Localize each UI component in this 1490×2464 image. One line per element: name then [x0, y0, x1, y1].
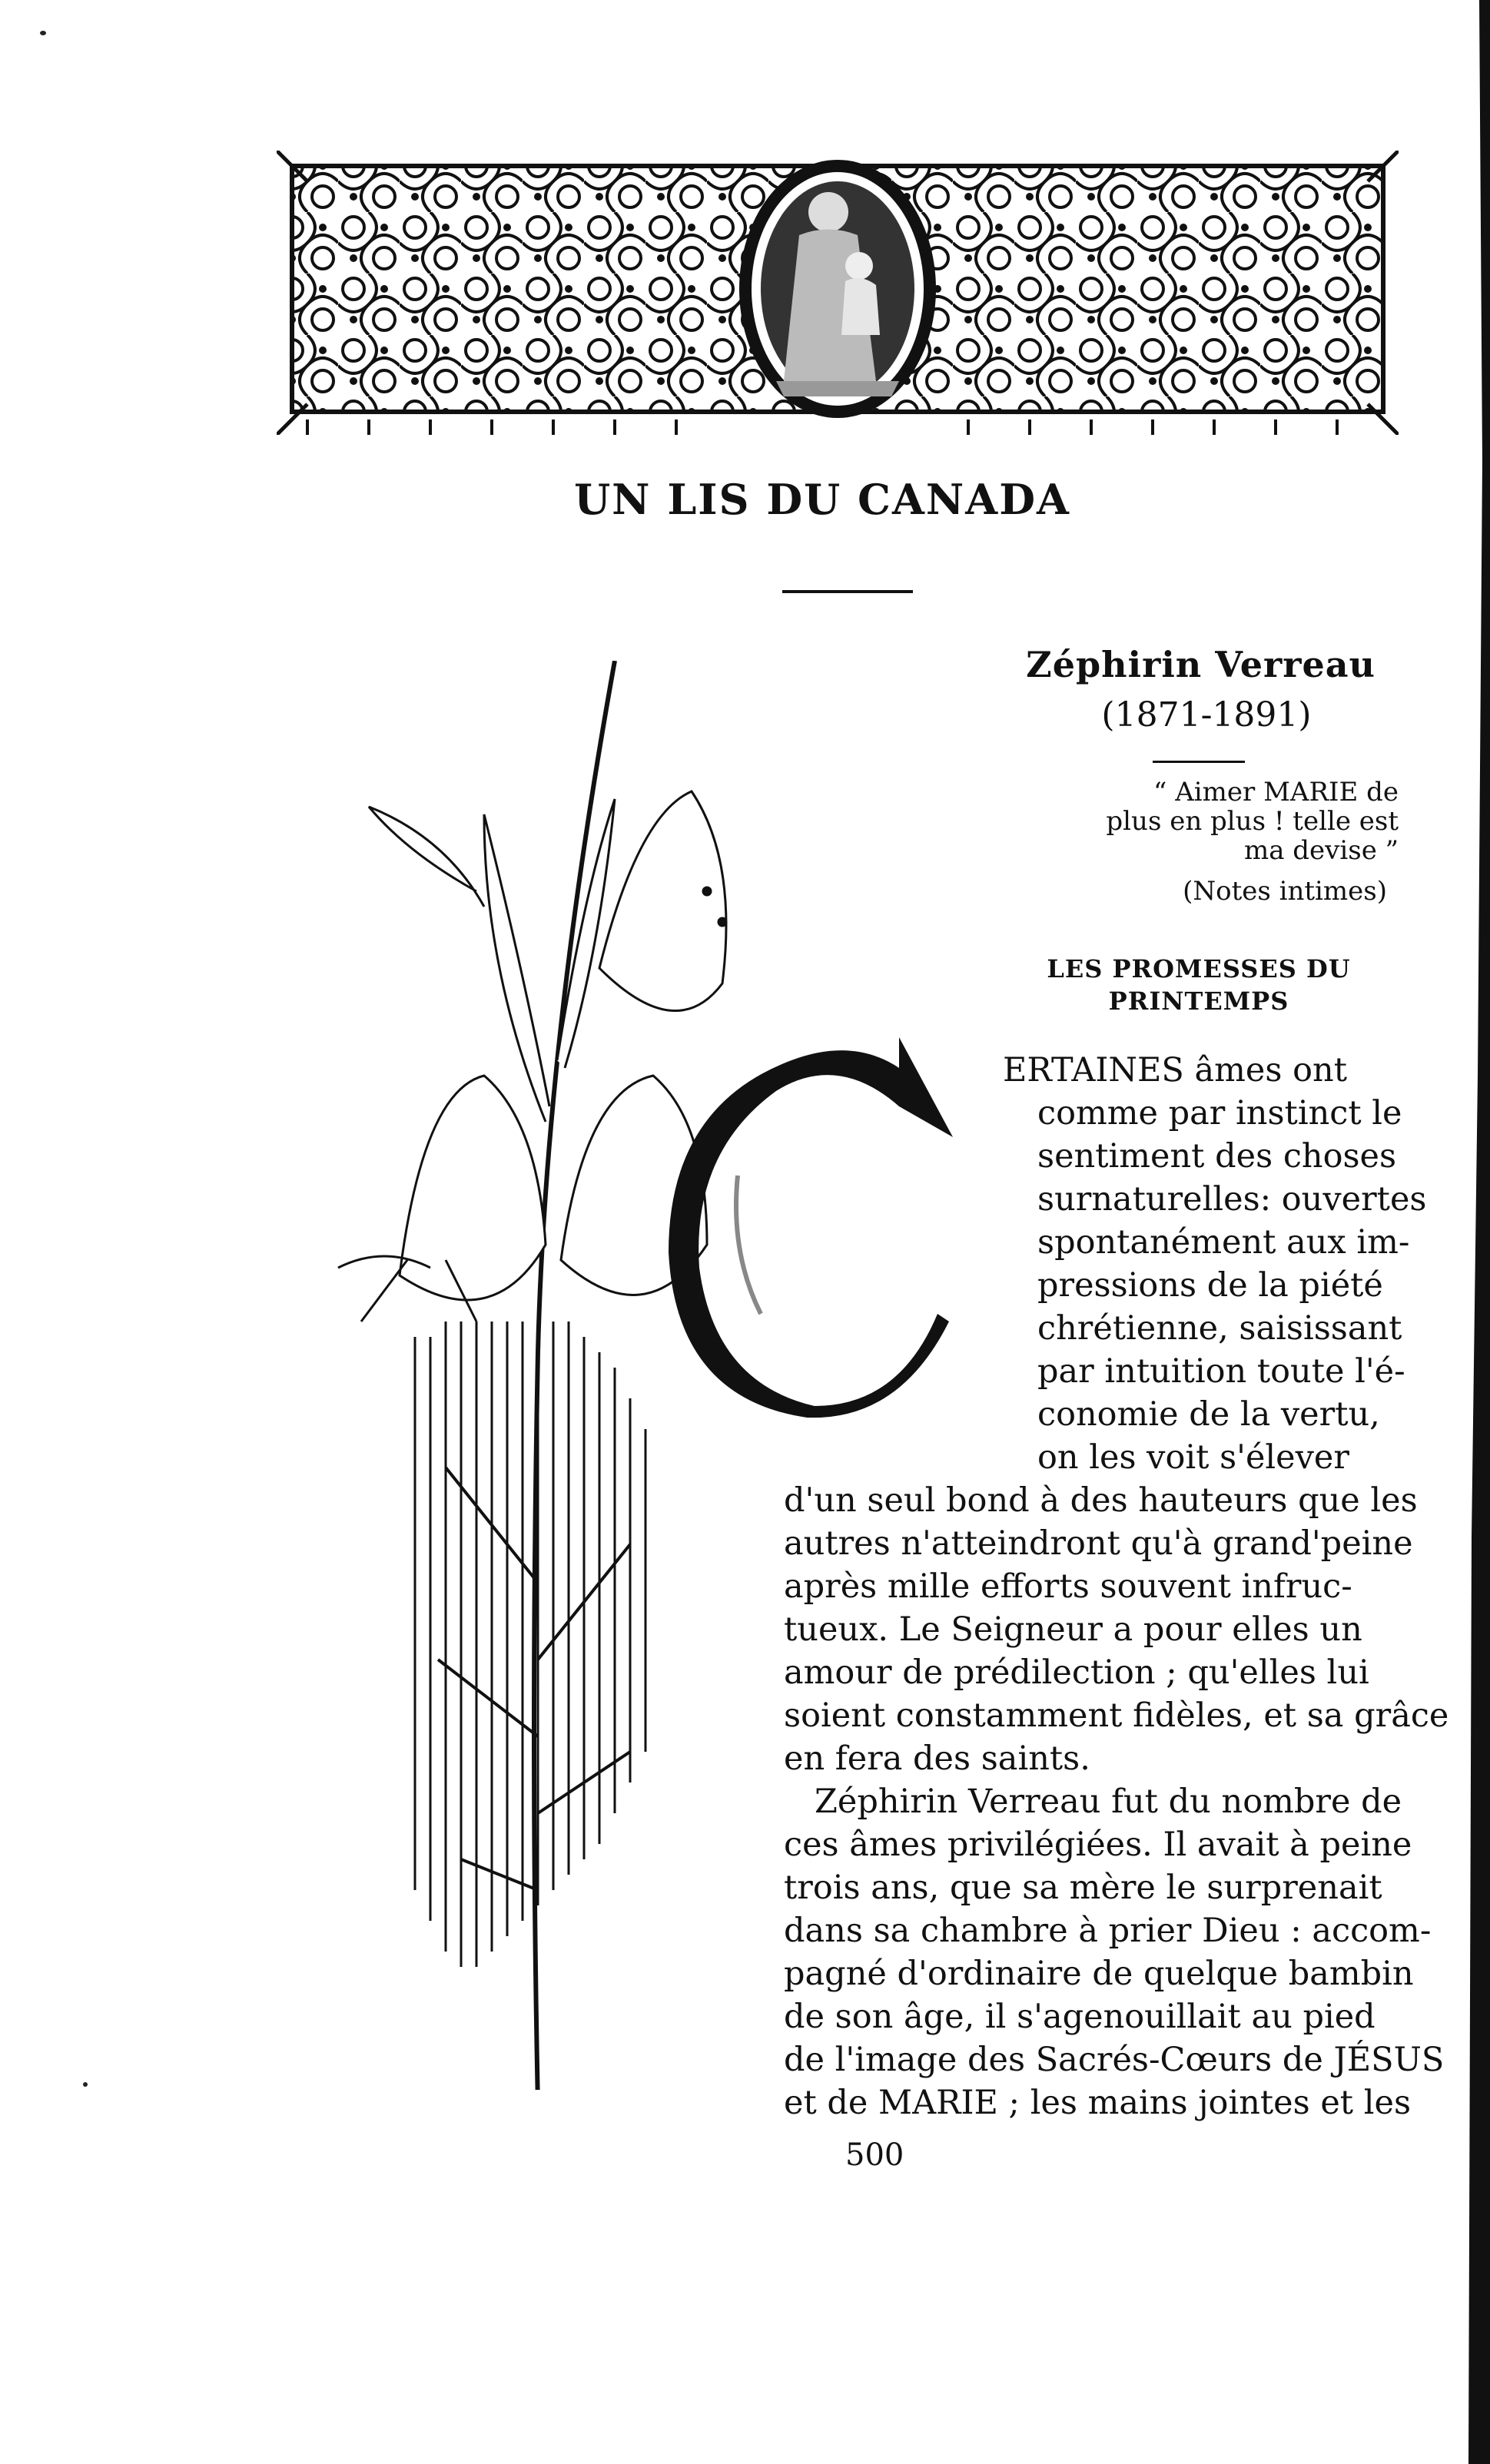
- ink-speck: [40, 31, 46, 35]
- ornamental-banner: [277, 151, 1399, 435]
- body-line: Zéphirin Verreau fut du nombre de: [815, 1783, 1402, 1821]
- body-line: soient constamment fidèles, et sa grâce: [784, 1696, 1449, 1735]
- body-line: dans sa chambre à prier Dieu : accom-: [784, 1912, 1432, 1950]
- body-line: surnaturelles: ouvertes: [1037, 1180, 1427, 1219]
- body-line: ces âmes privilégiées. Il avait à peine: [784, 1826, 1412, 1864]
- page-title: UN LIS DU CANADA: [574, 475, 1070, 524]
- author-dates: (1871-1891): [1101, 695, 1312, 735]
- body-line: trois ans, que sa mère le surprenait: [784, 1869, 1382, 1907]
- title-divider: [782, 590, 913, 593]
- body-line: de l'image des Sacrés-Cœurs de JÉSUS: [784, 2041, 1445, 2079]
- body-line: en fera des saints.: [784, 1739, 1090, 1778]
- dropcap-c-icon: [645, 1022, 984, 1421]
- body-line: pagné d'ordinaire de quelque bambin: [784, 1955, 1414, 1993]
- body-line: comme par instinct le: [1037, 1094, 1402, 1133]
- dates-divider: [1153, 761, 1245, 763]
- body-line: chrétienne, saisissant: [1037, 1309, 1402, 1348]
- section-heading: LES PROMESSES DU PRINTEMPS: [1047, 954, 1351, 1016]
- body-line: pressions de la piété: [1037, 1266, 1383, 1305]
- body-line: tueux. Le Seigneur a pour elles un: [784, 1610, 1362, 1649]
- body-line: on les voit s'élever: [1037, 1438, 1349, 1477]
- hatching: [415, 1322, 645, 1967]
- banner-fringe: [307, 420, 1337, 435]
- author-name: Zéphirin Verreau: [1026, 644, 1376, 685]
- body-line: par intuition toute l'é-: [1037, 1352, 1405, 1391]
- epigraph: “ Aimer MARIE de plus en plus ! telle est ma devise ”: [1106, 777, 1399, 866]
- epigraph-source: (Notes intimes): [1183, 876, 1387, 907]
- page-edge-shadow: [1464, 0, 1490, 2464]
- body-line: de son âge, il s'agenouillait au pied: [784, 1998, 1376, 2036]
- body-line: conomie de la vertu,: [1037, 1395, 1380, 1434]
- body-line: sentiment des choses: [1037, 1137, 1397, 1176]
- body-line: spontanément aux im-: [1037, 1223, 1410, 1262]
- ink-speck: [83, 2082, 88, 2087]
- body-line: amour de prédilection ; qu'elles lui: [784, 1653, 1369, 1692]
- body-line: ERTAINES âmes ont: [1003, 1051, 1347, 1089]
- body-line: autres n'atteindront qu'à grand'peine: [784, 1524, 1413, 1563]
- body-line: d'un seul bond à des hauteurs que les: [784, 1481, 1418, 1520]
- page-number: 500: [845, 2137, 904, 2173]
- body-line: et de MARIE ; les mains jointes et les: [784, 2084, 1412, 2122]
- body-line: après mille efforts souvent infruc-: [784, 1567, 1352, 1606]
